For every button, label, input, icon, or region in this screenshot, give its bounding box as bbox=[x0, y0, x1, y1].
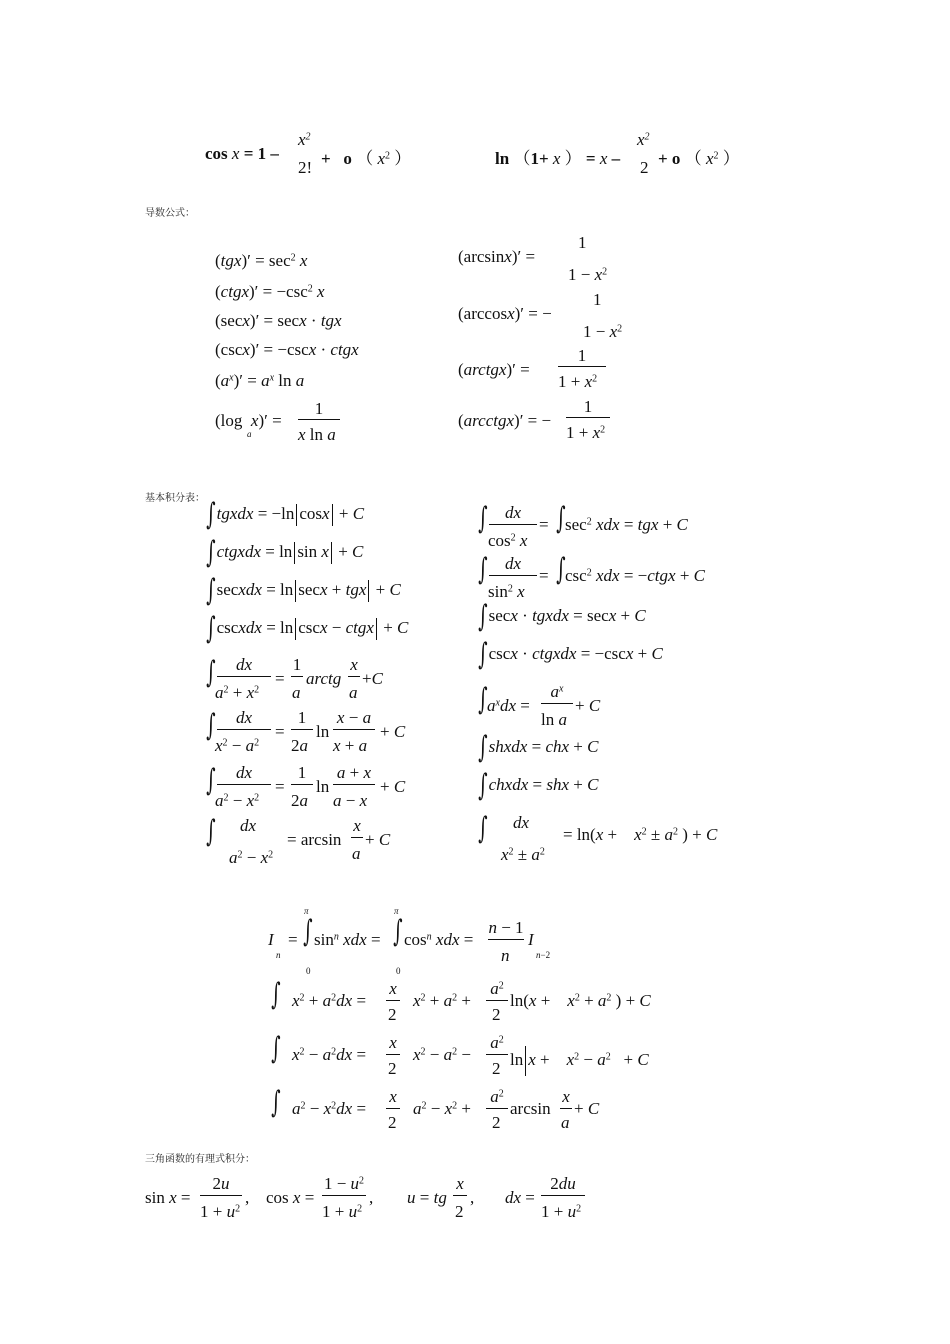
derivative-a-power-x: $(a^x)' = a^x$ ln a bbox=[215, 371, 305, 390]
integral-cscx-ctgx: ∫cscx · ctgxdx = −cscx + C bbox=[478, 637, 663, 672]
trig-rational-section-label: 三角函数的有理式积分： bbox=[145, 1154, 255, 1165]
derivative-cscx: (cscx)′ = −cscx · ctgx bbox=[215, 340, 359, 359]
document-page: cos x = 1 – $x^2$ 2! + o （ $x^2$ ） ln （1+ x ） = x – $x^2$ 2 + o （ $x^2$ ） 导数公式： $(tgx)' = \sec^2 x$ (ctgx)′ = $-\csc^2$ x (secx)′ = secx · tgx (cscx)′ = −cscx · ctgx $(a^x)' = a^x$ ln a (log x)′ = a 1 x ln a (arcsinx)′ = 1 $1 - x^2$ (arccosx)′ = − 1 $1 - x^2$ (arctgx)′ = 1 $1 + x^2$ (arcctgx)′ = − 1 $1 + x^2$ 基本积分表： ∫tgxdx = −ln cosx + C ∫ctgxdx = ln sin x + C ∫secxdx = ln secx + tgx + C ∫cscxdx = ln cscx − ctgx + C ∫ dx $a^2 + x^2$ = 1 a arctg x a +C ∫ dx $x^2 - a^2$ = 1 2a ln x − a x + a + C ∫ dx $a^2 - x^2$ = 1 2a ln a + x a − x + C ∫ dx $a^2 - x^2$ = arcsin x a + C ∫ dx $\cos^2 x$ = ∫ $\sec^2$ xdx = tgx + C ∫ dx $\sin^2 x$ = ∫ $\csc^2$ xdx = −ctgx + C ∫secx · tgxdx = secx + C ∫cscx · ctgxdx = −cscx + C ∫ $a^xdx$ = $a^x$ ln a + C ∫shxdx = chx + C ∫chxdx = shx + C ∫ dx $x^2 \pm a^2$ = ln(x + $x^2 \pm a^2$ ) + C π π I n = ∫ $\sin^n$ xdx = ∫ $\cos^n$ xdx = n − 1 n I n−2 0 0 ∫ $x^2 + a^2dx$ = x 2 $x^2 + a^2$ + $a^2$ 2 ln(x + $x^2 + a^2$ ) + C ∫ $x^2 - a^2dx$ = x 2 $x^2 - a^2$ − $a^2$ 2 ln x + $x^2 - a^2 + C$ ∫ $a^2 - x^2dx$ = x 2 $a^2 - x^2$ + $a^2$ 2 arcsin x a + C 三角函数的有理式积分： sin x = 2u $1 + u^2$ , cos x = $1 - u^2$ $1 + u^2$ , u = tg x 2 , dx = 2du $1 + u^2$ bbox=[145, 130, 740, 1221]
derivative-secx: (secx)′ = secx · tgx bbox=[215, 311, 342, 330]
integral-tgx: ∫tgxdx = −ln cosx + C bbox=[206, 497, 365, 532]
integral-ctgx: ∫ctgxdx = ln sin x + C bbox=[206, 535, 364, 570]
integral-cscx: ∫cscxdx = ln cscx − ctgx + C bbox=[206, 611, 409, 646]
integral-secx-tgx: ∫secx · tgxdx = secx + C bbox=[478, 599, 646, 634]
integral-secx: ∫secxdx = ln secx + tgx + C bbox=[206, 573, 401, 608]
derivative-tgx: $(tgx)' = \sec^2 x$ bbox=[215, 251, 308, 270]
integrals-section-label: 基本积分表： bbox=[145, 493, 205, 504]
integral-chx: ∫chxdx = shx + C bbox=[478, 768, 599, 803]
derivative-ctgx: (ctgx)′ = $-\csc^2$ x bbox=[215, 282, 325, 301]
integral-shx: ∫shxdx = chx + C bbox=[478, 730, 599, 765]
derivatives-section-label: 导数公式： bbox=[145, 208, 195, 219]
